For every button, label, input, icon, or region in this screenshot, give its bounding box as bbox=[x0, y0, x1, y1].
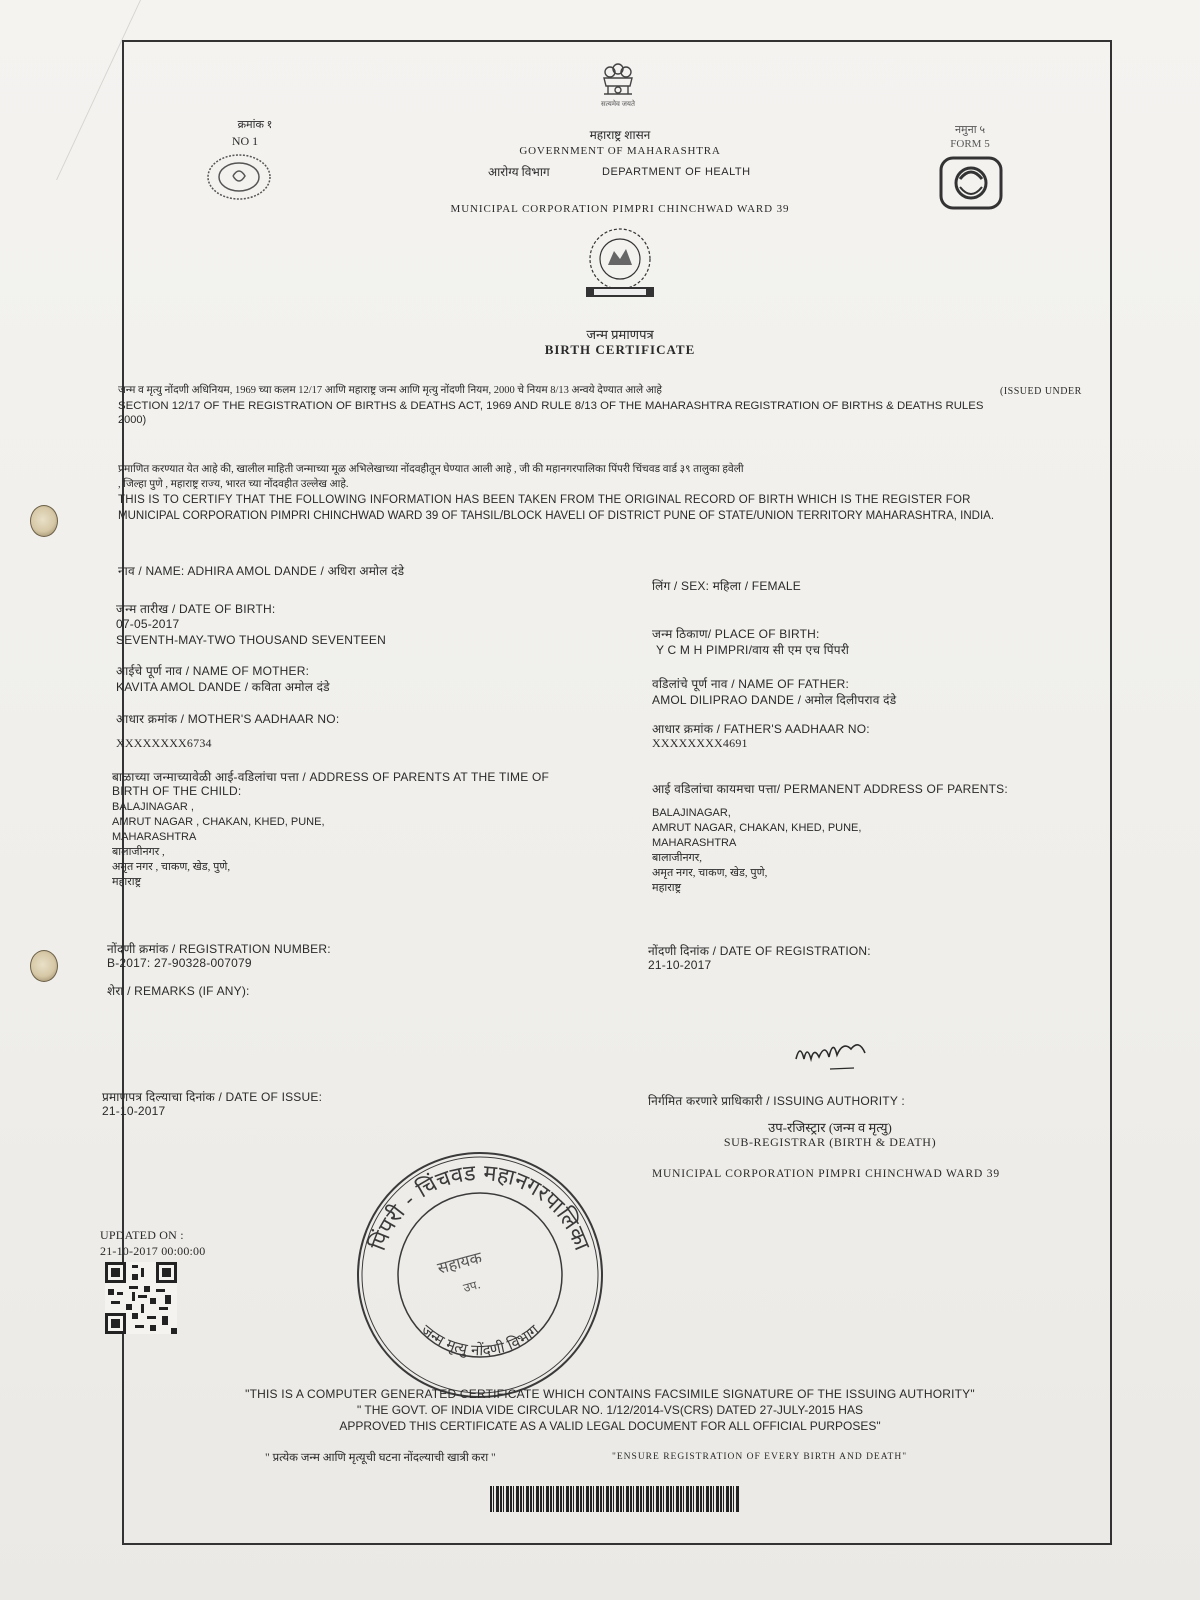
updated-on-value: 21-10-2017 00:00:00 bbox=[100, 1244, 206, 1258]
registration-logo-icon bbox=[938, 155, 1004, 211]
dob-value: 07-05-2017 bbox=[116, 617, 180, 631]
footer-note-2: " THE GOVT. OF INDIA VIDE CIRCULAR NO. 1/12/2014-VS(CRS) DATED 27-JULY-2015 HAS bbox=[357, 1403, 863, 1417]
dob-words: SEVENTH-MAY-TWO THOUSAND SEVENTEEN bbox=[116, 633, 386, 647]
qr-code-icon bbox=[105, 1262, 177, 1334]
name-field: नाव / NAME: ADHIRA AMOL DANDE / अधिरा अमोल दंडे bbox=[118, 564, 405, 578]
address-line: MAHARASHTRA bbox=[652, 837, 737, 849]
stamp-center-text-2: उप. bbox=[461, 1277, 483, 1296]
address-at-birth bbox=[112, 800, 325, 890]
address-at-birth-label: बाळाच्या जन्माच्यावेळी आई-वडिलांचा पत्ता / ADDRESS OF PARENTS AT THE TIME OF bbox=[112, 770, 550, 784]
registration-number-value: B-2017: 27-90328-007079 bbox=[107, 956, 252, 970]
address-line: MAHARASHTRA bbox=[112, 831, 197, 843]
corporation-logo-icon bbox=[572, 225, 668, 305]
authority-corporation: MUNICIPAL CORPORATION PIMPRI CHINCHWAD WARD 39 bbox=[652, 1168, 1000, 1180]
issued-under-en: SECTION 12/17 OF THE REGISTRATION OF BIRTHS & DEATHS ACT, 1969 AND RULE 8/13 OF THE MAHARASHTRA REGISTRATION OF BIRTHS & DEATHS RULES bbox=[118, 400, 984, 412]
official-stamp bbox=[345, 1140, 615, 1410]
slogan-mr: " प्रत्येक जन्म आणि मृत्यूची घटना नोंदल्याची खात्री करा " bbox=[265, 1452, 496, 1464]
gov-name-en: GOVERNMENT OF MAHARASHTRA bbox=[519, 145, 721, 157]
authority-title-en: SUB-REGISTRAR (BIRTH & DEATH) bbox=[723, 1135, 937, 1149]
address-line: BALAJINAGAR , bbox=[112, 801, 194, 813]
registration-number-label: नोंदणी क्रमांक / REGISTRATION NUMBER: bbox=[107, 942, 331, 956]
slogan-en: "ENSURE REGISTRATION OF EVERY BIRTH AND DEATH" bbox=[612, 1452, 908, 1462]
address-at-birth-label-2: BIRTH OF THE CHILD: bbox=[112, 784, 242, 798]
punch-hole bbox=[30, 505, 58, 537]
father-name-value: AMOL DILIPRAO DANDE / अमोल दिलीपराव दंडे bbox=[652, 693, 897, 707]
certify-en-2: MUNICIPAL CORPORATION PIMPRI CHINCHWAD WARD 39 OF TAHSIL/BLOCK HAVELI OF DISTRICT PUNE OF STATE/UNION TERRITORY MAHARASHTRA, INDIA. bbox=[118, 510, 995, 522]
signature-icon bbox=[790, 1025, 900, 1075]
father-aadhaar-value: XXXXXXXX4691 bbox=[652, 736, 748, 750]
issued-under-mr: जन्म व मृत्यु नोंदणी अधिनियम, 1969 च्या कलम 12/17 आणि महाराष्ट्र जन्म आणि मृत्यु नोंदणी नियम, 2000 चे नियम 8/13 अन्वये देण्यात आले आहे bbox=[118, 385, 663, 396]
certify-mr: प्रमाणित करण्यात येत आहे की, खालील माहिती जन्माच्या मूळ अभिलेखाच्या नोंदवहीतून घेण्यात आली आहे , जी की महानगरपालिका पिंपरी चिंचवड वार्ड ३९ तालुका हवेली bbox=[118, 464, 744, 475]
issuing-authority-label: निर्गमित करणारे प्राधिकारी / ISSUING AUTHORITY : bbox=[648, 1094, 905, 1108]
paper-fold-shadow bbox=[0, 0, 141, 180]
address-line: BALAJINAGAR, bbox=[652, 807, 731, 819]
date-of-issue-value: 21-10-2017 bbox=[102, 1104, 166, 1118]
address-line: बालाजीनगर , bbox=[112, 846, 165, 858]
health-seal-icon bbox=[205, 152, 273, 202]
dept-name-en: DEPARTMENT OF HEALTH bbox=[602, 166, 751, 178]
updated-on-label: UPDATED ON : bbox=[100, 1228, 184, 1242]
sex-field: लिंग / SEX: महिला / FEMALE bbox=[652, 579, 801, 593]
gov-name-mr: महाराष्ट्र शासन bbox=[589, 128, 651, 142]
address-line: बालाजीनगर, bbox=[652, 852, 702, 864]
address-line: महाराष्ट्र bbox=[112, 876, 142, 888]
permanent-address bbox=[652, 806, 861, 896]
issued-under-en-tail: (ISSUED UNDER bbox=[1000, 386, 1082, 397]
mother-aadhaar-label: आधार क्रमांक / MOTHER'S AADHAAR NO: bbox=[116, 712, 340, 726]
remarks-label: शेरा / REMARKS (IF ANY): bbox=[107, 984, 250, 998]
certify-en: THIS IS TO CERTIFY THAT THE FOLLOWING INFORMATION HAS BEEN TAKEN FROM THE ORIGINAL RECORD OF BIRTH WHICH IS THE REGISTER FOR bbox=[118, 494, 971, 506]
form-number-mr: नमुना ५ bbox=[954, 124, 986, 136]
place-of-birth-value: Y C M H PIMPRI/वाय सी एम एच पिंपरी bbox=[656, 643, 850, 657]
authority-title-mr: उप-रजिस्ट्रार (जन्म व मृत्यु) bbox=[768, 1120, 892, 1135]
address-line: AMRUT NAGAR , CHAKAN, KHED, PUNE, bbox=[112, 816, 325, 828]
registration-date-value: 21-10-2017 bbox=[648, 958, 712, 972]
svg-text:पिंपरी - चिंचवड महानगरपालिका bbox=[365, 1161, 594, 1255]
serial-number-en: NO 1 bbox=[231, 134, 259, 148]
mother-name-value: KAVITA AMOL DANDE / कविता अमोल दंडे bbox=[116, 680, 330, 694]
registration-date-label: नोंदणी दिनांक / DATE OF REGISTRATION: bbox=[648, 944, 871, 958]
footer-note-1: "THIS IS A COMPUTER GENERATED CERTIFICATE WHICH CONTAINS FACSIMILE SIGNATURE OF THE ISSUING AUTHORITY" bbox=[245, 1387, 975, 1401]
address-line: अमृत नगर , चाकण, खेड, पुणे, bbox=[112, 861, 231, 873]
serial-number-mr: क्रमांक १ bbox=[237, 119, 273, 131]
corporation-name: MUNICIPAL CORPORATION PIMPRI CHINCHWAD WARD 39 bbox=[450, 203, 790, 215]
mother-name-label: आईचे पूर्ण नाव / NAME OF MOTHER: bbox=[116, 664, 310, 678]
mother-aadhaar-value: XXXXXXXX6734 bbox=[116, 736, 212, 750]
place-of-birth-label: जन्म ठिकाण/ PLACE OF BIRTH: bbox=[652, 627, 820, 641]
father-name-label: वडिलांचे पूर्ण नाव / NAME OF FATHER: bbox=[652, 677, 850, 691]
address-line: AMRUT NAGAR, CHAKAN, KHED, PUNE, bbox=[652, 822, 862, 834]
address-line: महाराष्ट्र bbox=[652, 882, 682, 894]
form-number-en: FORM 5 bbox=[950, 138, 990, 150]
certify-mr-2: , जिल्हा पुणे , महाराष्ट्र राज्य, भारत च्या नोंदवहीत उल्लेख आहे. bbox=[118, 479, 349, 490]
stamp-ring-text-bottom: जन्म मृत्यु नोंदणी विभाग bbox=[417, 1321, 543, 1360]
issued-under-en-end: 2000) bbox=[118, 414, 147, 426]
footer-note-3: APPROVED THIS CERTIFICATE AS A VALID LEGAL DOCUMENT FOR ALL OFFICIAL PURPOSES" bbox=[339, 1419, 881, 1433]
svg-text:जन्म मृत्यु नोंदणी विभाग bbox=[418, 1321, 543, 1360]
stamp-ring-text: पिंपरी - चिंचवड महानगरपालिका bbox=[365, 1160, 595, 1255]
punch-hole bbox=[30, 950, 58, 982]
emblem-caption: सत्यमेव जयते bbox=[601, 100, 635, 108]
permanent-address-label: आई वडिलांचा कायमचा पत्ता/ PERMANENT ADDRESS OF PARENTS: bbox=[652, 782, 1008, 796]
dept-name-mr: आरोग्य विभाग bbox=[488, 165, 550, 179]
dob-label: जन्म तारीख / DATE OF BIRTH: bbox=[116, 602, 276, 616]
address-line: अमृत नगर, चाकण, खेड, पुणे, bbox=[652, 867, 768, 879]
stamp-center-text: सहायक bbox=[435, 1247, 484, 1278]
father-aadhaar-label: आधार क्रमांक / FATHER'S AADHAAR NO: bbox=[652, 722, 870, 736]
title-en: BIRTH CERTIFICATE bbox=[544, 342, 696, 357]
title-mr: जन्म प्रमाणपत्र bbox=[586, 327, 654, 342]
barcode-icon bbox=[490, 1486, 740, 1512]
date-of-issue-label: प्रमाणपत्र दिल्याचा दिनांक / DATE OF ISSUE: bbox=[102, 1090, 323, 1104]
